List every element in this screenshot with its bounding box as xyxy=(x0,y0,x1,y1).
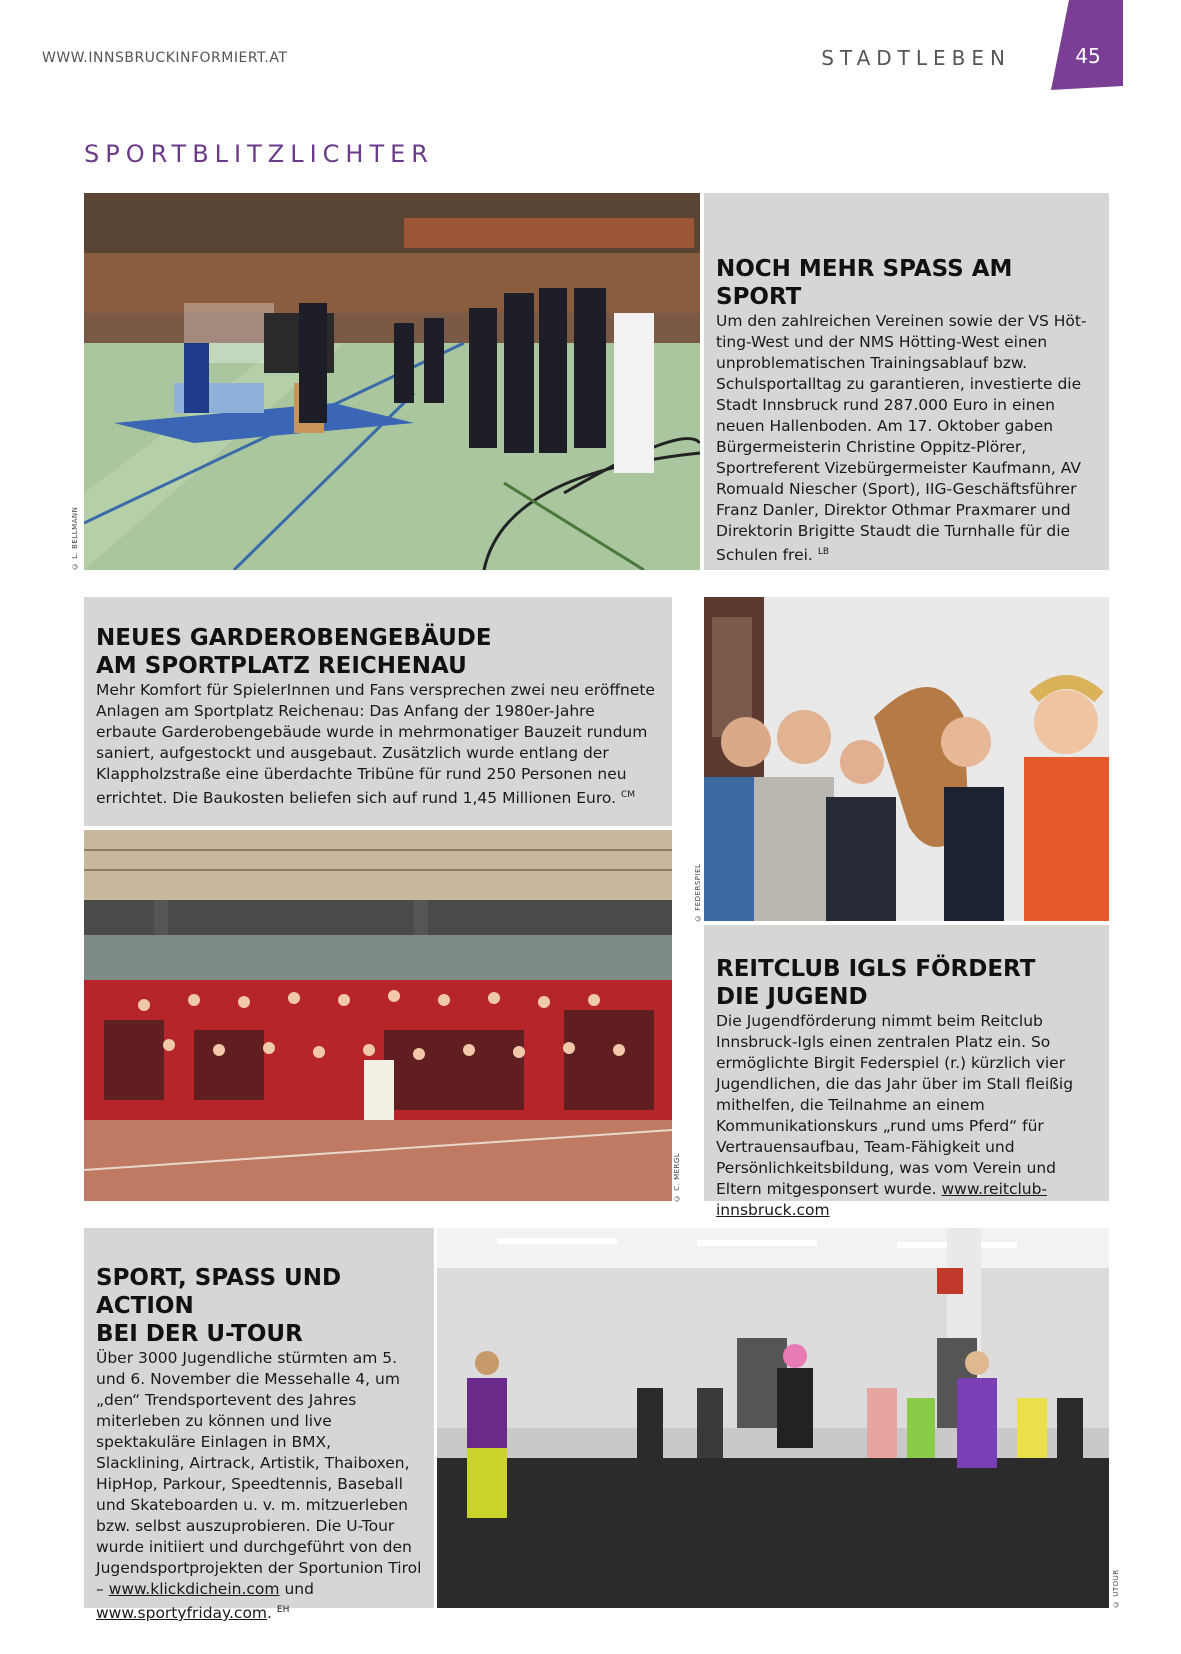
article-body-text: Mehr Komfort für SpielerInnen und Fans versprechen zwei neu eröffnete Anlagen am Sportplatz Reichenau: Das Anfang der 1980er-Jahre erbaute Garderobengebäude wurde in mehrmonatiger Bauzeit rundum saniert, aufgestockt und ausgebaut. Zusätzlich wurde entlang der Klappholzstraße eine überdachte Tribüne für rund 250 Personen neu errichtet. Die Baukosten beliefen sich auf rund 1,45 Millionen Euro. xyxy=(96,681,655,808)
article-headline: NOCH MEHR SPASS AM SPORT xyxy=(716,256,1013,310)
article-riding-club xyxy=(704,925,1109,1219)
author-initials: LB xyxy=(817,547,830,557)
article-body-text: Die Jugendförderung nimmt beim Reitclub Innsbruck-Igls einen zentralen Platz ein. So ermöglichte Birgit Federspiel (r.) kürzlich vier Jugendlichen, die das Jahr über im Stall fleißig mithelfen, die Teilnahme an einem Kommunikationskurs „rund ums Pferd“ für Vertrauensaufbau, Team-Fähigkeit und Persönlichkeitsbildung, was vom Verein und Eltern mitgesponsert wurde. xyxy=(716,1012,1074,1198)
team-group-photo xyxy=(84,830,672,1201)
article-utour xyxy=(84,1228,434,1623)
headline-line: REITCLUB IGLS FÖRDERT xyxy=(716,956,1036,982)
utour-dance-photo xyxy=(437,1228,1109,1608)
section-label: STADTLEBEN xyxy=(821,46,1011,70)
klickdichein-link[interactable]: www.klickdichein.com xyxy=(108,1580,280,1598)
headline-line: DIE JUGEND xyxy=(716,984,868,1010)
sportyfriday-link[interactable]: www.sportyfriday.com xyxy=(96,1604,268,1623)
author-initials: CM xyxy=(620,790,636,800)
headline-line: BEI DER U-TOUR xyxy=(96,1321,303,1347)
article-headline xyxy=(716,955,1097,1011)
article-body: Über 3000 Jugendliche stürmten am 5. und 6. November die Messehalle 4, um „den“ Trendsportevent des Jahres miterleben zu können und live spektakuläre Einlagen in BMX, Slacklining, Airtrack, Artistik, Thaiboxen, HipHop, Parkour, Speedtennis, Baseball und Skateboarden u. v. m. mitzuerleben bzw. selbst auszuprobieren. Die U-Tour wurde initiiert und durchgeführt von den Jugendsportprojekten der Sportunion Tirol – www.klickdichein.com und www.sportyfriday.com. $^{EH}$ xyxy=(96,1349,422,1623)
site-url[interactable]: WWW.INNSBRUCKINFORMIERT.AT xyxy=(42,50,288,66)
sports-hall-photo xyxy=(84,193,700,570)
article-changing-building xyxy=(84,597,672,826)
article-body xyxy=(96,680,660,809)
article-body-text: Über 3000 Jugendliche stürmten am 5. und 6. November die Messehalle 4, um „den“ Trendsportevent des Jahres miterleben zu können und live spektakuläre Einlagen in BMX, Slacklining, Airtrack, Artistik, Thaiboxen, HipHop, Parkour, Speedtennis, Baseball und Skateboarden u. v. m. mitzuerleben bzw. selbst auszuprobieren. Die U-Tour wurde initiiert und durchgeführt von den Jugendsportprojekten der Sportunion Tirol – xyxy=(96,1349,422,1598)
author-initials: EH xyxy=(276,1605,290,1615)
article-headline xyxy=(96,1264,422,1348)
conjunction: und xyxy=(284,1580,314,1598)
photo-credit: © UTOUR xyxy=(1112,1569,1120,1608)
article-body xyxy=(716,1011,1097,1221)
article-body xyxy=(716,311,1097,566)
headline-line: SPORT, SPASS UND ACTION xyxy=(96,1265,342,1319)
photo-credit: © FEDERSPIEL xyxy=(694,863,702,922)
page-number: 45 xyxy=(1075,44,1101,68)
article-sport-hall xyxy=(704,193,1109,570)
horse-youth-photo xyxy=(704,597,1109,921)
photo-credit: © C. MERGL xyxy=(673,1152,681,1202)
article-body-text: Um den zahlreichen Vereinen sowie der VS Höt-ting-West und der NMS Hötting-West einen unproblematischen Trainingsablauf bzw. Schulsportalltag zu garantieren, investierte die Stadt Innsbruck rund 287.000 Euro in einen neuen Hallenboden. Am 17. Oktober gaben Bürgermeisterin Christine Oppitz-Plörer, Sportreferent Vizebürgermeister Kaufmann, AV Romuald Niescher (Sport), IIG-Geschäftsführer Franz Danler, Direktor Othmar Praxmarer und Direktorin Brigitte Staudt die Turnhalle für die Schulen frei. xyxy=(716,312,1087,565)
headline-line: NEUES GARDEROBENGEBÄUDE xyxy=(96,625,492,651)
page-title: SPORTBLITZLICHTER xyxy=(84,140,434,168)
headline-line: AM SPORTPLATZ REICHENAU xyxy=(96,653,467,679)
article-headline xyxy=(96,624,660,680)
reitclub-link[interactable]: www.reitclub-innsbruck.com xyxy=(716,1180,1048,1219)
photo-credit: © L. BELLMANN xyxy=(71,506,79,570)
